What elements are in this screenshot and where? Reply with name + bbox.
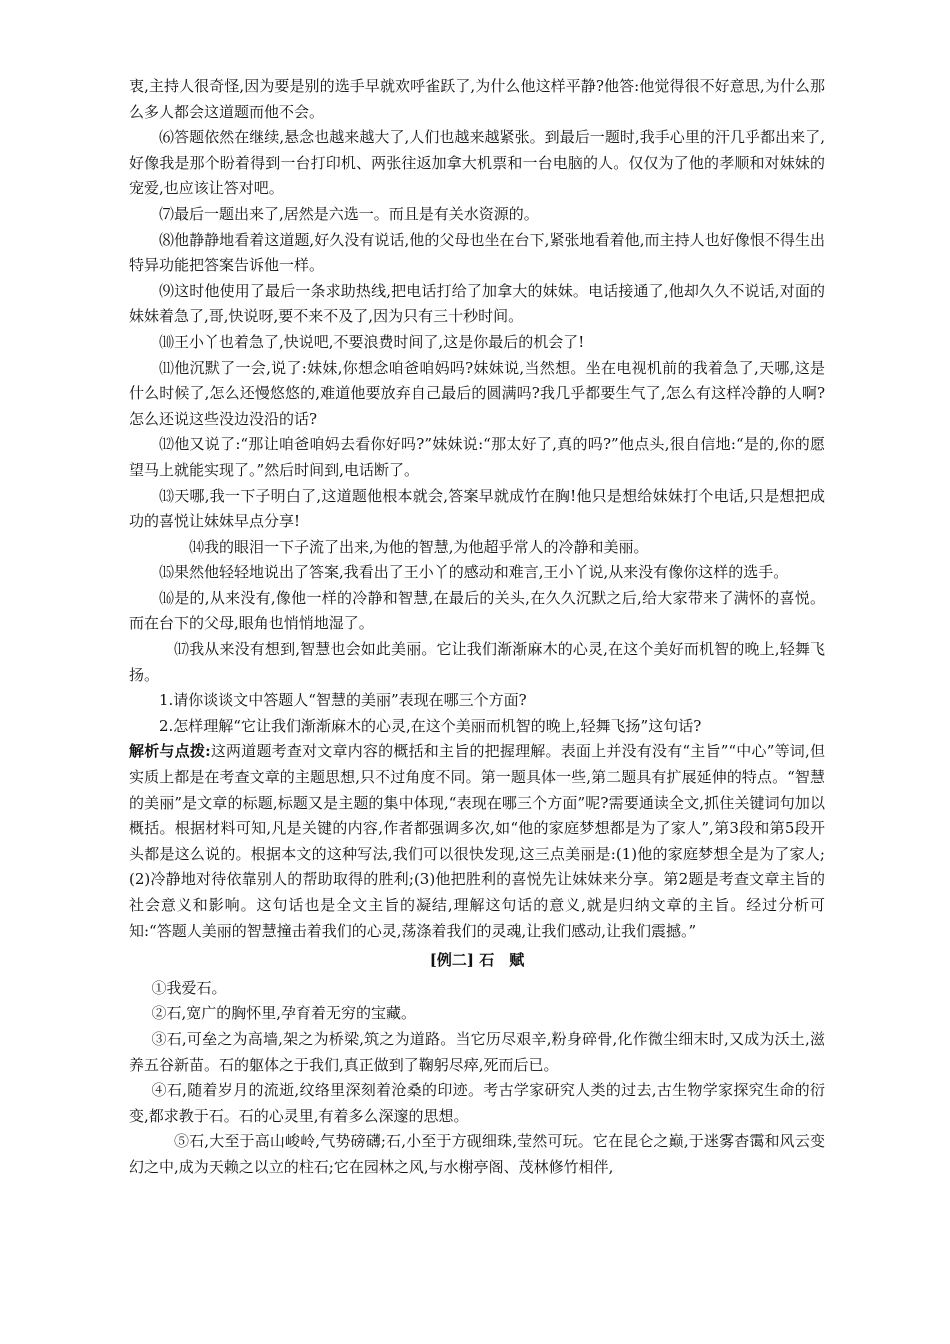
question-2: 2.怎样理解“它让我们渐渐麻木的心灵,在这个美丽而机智的晚上,轻舞飞扬”这句话?	[159, 716, 702, 735]
stone-paragraph-1: ①我爱石。	[151, 978, 227, 997]
example2-title: [例二] 石 赋	[429, 951, 525, 970]
stone-paragraph-3: ③石,可垒之为高墙,架之为桥梁,筑之为道路。当它历尽艰辛,粉身碎骨,化作微尘细末时,又成为沃土,滋养五谷新苗。石的躯体之于我们,真正做到了鞠躬尽瘁,死而后已。	[129, 1029, 825, 1074]
stone-paragraph-4: ④石,随着岁月的流逝,纹络里深刻着沧桑的印迹。考古学家研究人类的过去,古生物学家探究生命的衍变,都求教于石。石的心灵里,有着多么深邃的思想。	[129, 1081, 825, 1125]
paragraph-9: ⑼这时他使用了最后一条求助热线,把电话打给了加拿大的妹妹。电话接通了,他却久久不说话,对面的妹妹着急了,哥,快说呀,要不来不及了,因为只有三十秒时间。	[129, 281, 825, 326]
paragraph-11: ⑾他沉默了一会,说了:妹妹,你想念咱爸咱妈吗?妹妹说,当然想。坐在电视机前的我着急了,天哪,这是什么时候了,怎么还慢悠悠的,难道他要放弃自己最后的圆满吗?我几乎都要生气了,怎么有这样冷静的人啊?怎么还说这些没边没沿的话?	[129, 358, 825, 428]
analysis-label: 解析与点拨:	[129, 742, 211, 761]
analysis-block	[129, 739, 825, 944]
paragraph-12: ⑿他又说了:“那让咱爸咱妈去看你好吗?”妹妹说:“那太好了,真的吗?”他点头,很自信地:“是的,你的愿望马上就能实现了。”然后时间到,电话断了。	[129, 435, 825, 479]
paragraph-6: ⑹答题依然在继续,悬念也越来越大了,人们也越来越紧张。到最后一题时,我手心里的汗几乎都出来了,好像我是那个盼着得到一台打印机、两张往返加拿大机票和一台电脑的人。仅仅为了他的孝顺和对妹妹的宠爱,也应该让答对吧。	[129, 128, 825, 198]
paragraph-10: ⑽王小丫也着急了,快说吧,不要浪费时间了,这是你最后的机会了!	[159, 332, 585, 351]
stone-paragraph-5: ⑤石,大至于高山峻岭,气势磅礴;石,小至于方砚细珠,莹然可玩。它在昆仑之巅,于迷雾杳霭和风云变幻之中,成为天赖之以立的柱石;它在园林之风,与水榭亭阁、茂林修竹相伴,	[129, 1132, 825, 1176]
analysis-text: 这两道题考查对文章内容的概括和主旨的把握理解。表面上并没有没有“主旨”“中心”等词,但实质上都是在考查文章的主题思想,只不过角度不同。第一题具体一些,第二题具有扩展延伸的特点。“智慧的美丽”是文章的标题,标题又是主题的集中体现,“表现在哪三个方面”呢?需要通读全文,抓住关键词句加以概括。根据材料可知,凡是关键的内容,作者都强调多次,如“他的家庭梦想都是为了家人”,第3段和第5段开头都是这么说的。根据本文的这种写法,我们可以很快发现,这三点美丽是:(1)他的家庭梦想全是为了家人;(2)冷静地对待依靠别人的帮助取得的胜利;(3)他把胜利的喜悦先让妹妹来分享。第2题是考查文章主旨的社会意义和影响。这句话也是全文主旨的凝结,理解这句话的意义,就是归纳文章的主旨。经过分析可知:“答题人美丽的智慧撞击着我们的心灵,荡涤着我们的灵魂,让我们感动,让我们震撼。”	[129, 742, 825, 940]
paragraph-13: ⒀天哪,我一下子明白了,这道题他根本就会,答案早就成竹在胸!他只是想给妹妹打个电话,只是想把成功的喜悦让妹妹早点分享!	[129, 486, 825, 531]
paragraph-7: ⑺最后一题出来了,居然是六选一。而且是有关水资源的。	[159, 204, 539, 223]
paragraph-16: ⒃是的,从来没有,像他一样的冷静和智慧,在最后的关头,在久久沉默之后,给大家带来了满怀的喜悦。而在台下的父母,眼角也悄悄地湿了。	[129, 588, 825, 633]
paragraph-continued: 衷,主持人很奇怪,因为要是别的选手早就欢呼雀跃了,为什么他这样平静?他答:他觉得很不好意思,为什么那么多人都会这道题而他不会。	[129, 77, 825, 121]
document-page	[129, 74, 825, 1181]
paragraph-14: ⒁我的眼泪一下子流了出来,为他的智慧,为他超乎常人的冷静和美丽。	[189, 537, 649, 556]
paragraph-8: ⑻他静静地看着这道题,好久没有说话,他的父母也坐在台下,紧张地看着他,而主持人也好像恨不得生出特异功能把答案告诉他一样。	[129, 230, 825, 275]
paragraph-17: ⒄我从来没有想到,智慧也会如此美丽。它让我们渐渐麻木的心灵,在这个美好而机智的晚上,轻舞飞扬。	[129, 640, 825, 684]
paragraph-15: ⒂果然他轻轻地说出了答案,我看出了王小丫的感动和难言,王小丫说,从来没有像你这样的选手。	[159, 563, 789, 582]
question-1: 1.请你谈谈文中答题人“智慧的美丽”表现在哪三个方面?	[159, 691, 527, 710]
stone-paragraph-2: ②石,宽广的胸怀里,孕育着无穷的宝藏。	[151, 1004, 417, 1023]
